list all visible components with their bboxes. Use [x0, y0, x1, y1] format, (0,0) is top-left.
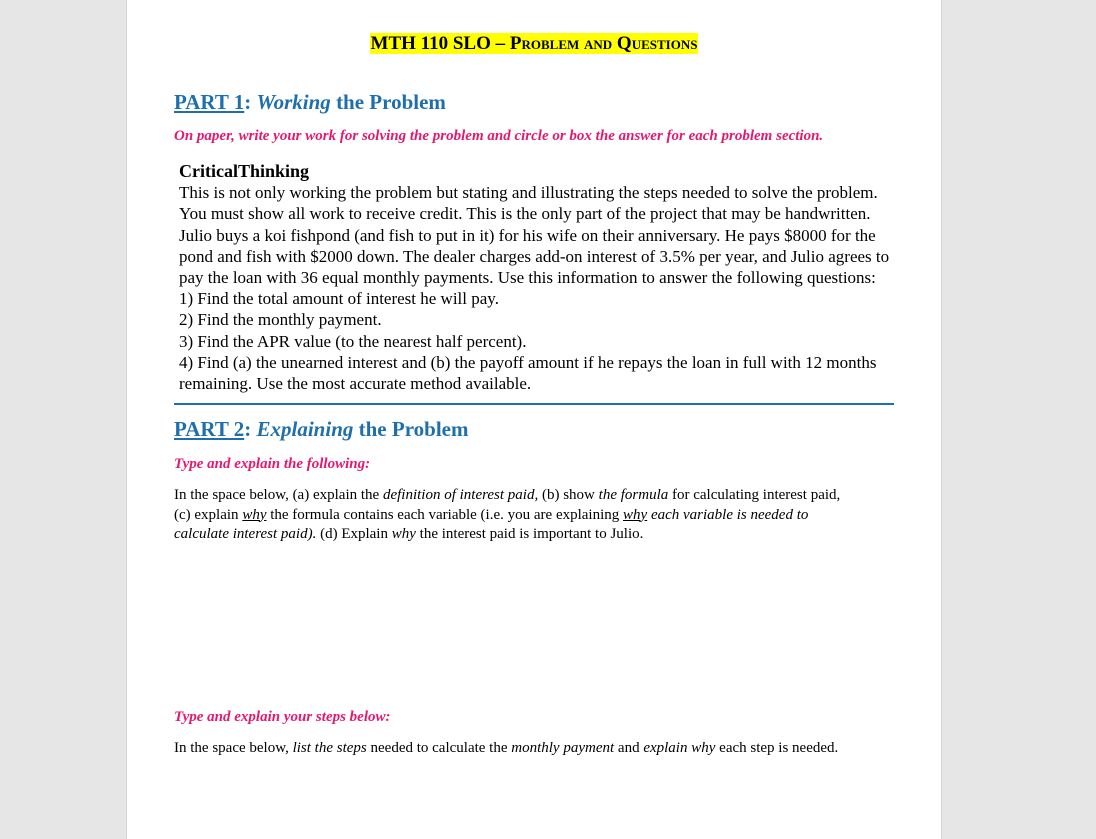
part1-instruction: On paper, write your work for solving the problem and circle or box the answer for each problem section.: [174, 128, 824, 144]
problem-line: pond and fish with $2000 down. The dealer charges add-on interest of 3.5% per year, and Julio agrees to: [179, 246, 890, 266]
document-title: MTH 110 SLO – Problem and Questions: [370, 33, 698, 54]
steps-instruction: Type and explain your steps below:: [174, 709, 391, 725]
problem-line: remaining. Use the most accurate method available.: [179, 374, 532, 394]
problem-line: Julio buys a koi fishpond (and fish to put in it) for his wife on their anniversary. He pays $8000 for the: [179, 225, 876, 245]
problem-line: This is not only working the problem but stating and illustrating the steps needed to solve the problem.: [179, 183, 878, 203]
critical-thinking-block: [179, 161, 889, 394]
section-divider: [174, 403, 894, 405]
problem-line: 2) Find the monthly payment.: [179, 310, 382, 330]
problem-line: 1) Find the total amount of interest he will pay.: [179, 289, 499, 309]
document-page: [126, 0, 942, 839]
critical-thinking-heading: CriticalThinking: [179, 161, 310, 181]
part2-instruction: Type and explain the following:: [174, 456, 371, 472]
part2-paragraph: In the space below, (a) explain the definition of interest paid, (b) show the formula for calculating interest paid, (c) explain why the formula contains each variable (i.e. you are explaining why each variable is needed to calculate interest paid). (d) Explain why the interest paid is important to Julio.: [174, 487, 841, 542]
problem-line: You must show all work to receive credit. This is the only part of the project that may be handwritten.: [179, 204, 871, 224]
problem-line: 4) Find (a) the unearned interest and (b) the payoff amount if he repays the loan in full with 12 months: [179, 352, 877, 372]
steps-paragraph: In the space below, list the steps needed to calculate the monthly payment and explain why each step is needed.: [174, 740, 839, 756]
part1-heading: PART 1: Working the Problem: [174, 90, 446, 114]
part2-heading: PART 2: Explaining the Problem: [174, 417, 469, 441]
problem-line: pay the loan with 36 equal monthly payments. Use this information to answer the following questions:: [179, 268, 876, 288]
problem-line: 3) Find the APR value (to the nearest half percent).: [179, 331, 527, 351]
